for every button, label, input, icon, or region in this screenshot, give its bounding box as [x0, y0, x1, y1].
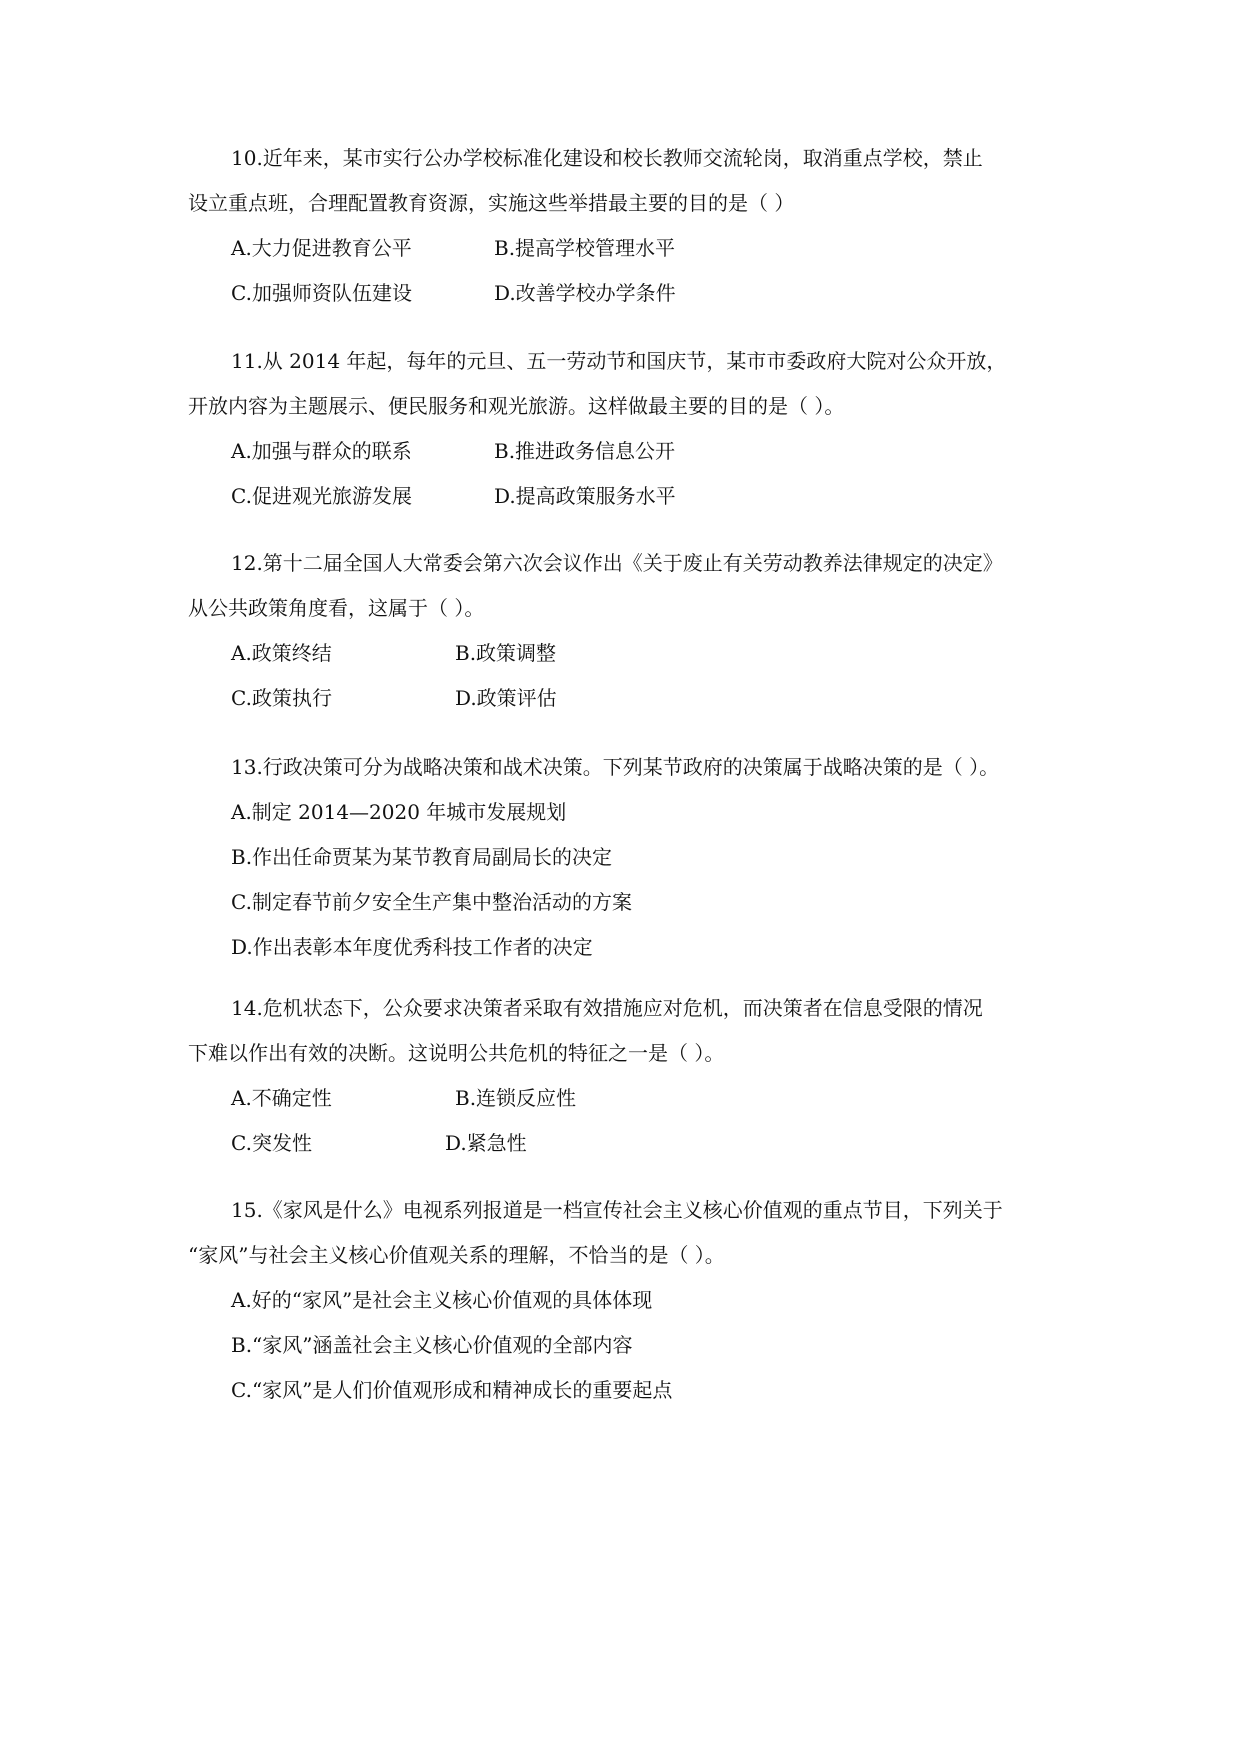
option-c: C.突发性 [231, 1131, 312, 1155]
option-a: A.大力促进教育公平 [231, 236, 412, 260]
option-c: C.“家风”是人们价值观形成和精神成长的重要起点 [231, 1378, 673, 1402]
option-d: D.改善学校办学条件 [494, 281, 676, 305]
option-a: A.好的“家风”是社会主义核心价值观的具体体现 [231, 1288, 653, 1312]
option-c: C.制定春节前夕安全生产集中整治活动的方案 [231, 890, 632, 914]
question-stem: 15.《家风是什么》电视系列报道是一档宣传社会主义核心价值观的重点节目，下列关于 [231, 1198, 1003, 1222]
option-row [188, 1121, 1058, 1166]
option-row [188, 429, 1058, 474]
option-row [188, 676, 1058, 721]
question-15 [188, 1188, 1058, 1413]
question-stem: 12.第十二届全国人大常委会第六次会议作出《关于废止有关劳动教养法律规定的决定》 [231, 551, 1003, 575]
question-13 [188, 745, 1058, 970]
option-a: A.不确定性 [231, 1086, 332, 1110]
option-d: D.政策评估 [455, 686, 557, 710]
question-stem: 10.近年来，某市实行公办学校标准化建设和校长教师交流轮岗，取消重点学校，禁止 [231, 146, 983, 170]
question-14 [188, 986, 1058, 1166]
option-b: B.提高学校管理水平 [494, 236, 676, 260]
option-d: D.作出表彰本年度优秀科技工作者的决定 [231, 935, 593, 959]
option-row [188, 271, 1058, 316]
question-11 [188, 339, 1058, 519]
question-stem: 11.从 2014 年起，每年的元旦、五一劳动节和国庆节，某市市委政府大院对公众开放， [231, 349, 1007, 373]
question-stem-cont: 下难以作出有效的决断。这说明公共危机的特征之一是（ ）。 [188, 1041, 725, 1065]
question-10 [188, 136, 1058, 316]
option-d: D.紧急性 [445, 1131, 527, 1155]
question-stem-cont: 开放内容为主题展示、便民服务和观光旅游。这样做最主要的目的是（ ）。 [188, 394, 845, 418]
question-stem: 13.行政决策可分为战略决策和战术决策。下列某节政府的决策属于战略决策的是（ ）。 [231, 755, 1000, 779]
option-d: D.提高政策服务水平 [494, 484, 676, 508]
option-a: A.制定 2014—2020 年城市发展规划 [231, 800, 567, 824]
option-row [188, 1076, 1058, 1121]
question-12 [188, 541, 1058, 721]
question-stem-cont: “家风”与社会主义核心价值观关系的理解，不恰当的是（ ）。 [188, 1243, 725, 1267]
question-stem-cont: 从公共政策角度看，这属于（ ）。 [188, 596, 485, 620]
option-c: C.促进观光旅游发展 [231, 484, 412, 508]
option-b: B.推进政务信息公开 [494, 439, 676, 463]
question-stem-cont: 设立重点班，合理配置教育资源，实施这些举措最主要的目的是（ ） [188, 191, 795, 215]
option-b: B.政策调整 [455, 641, 557, 665]
option-row [188, 474, 1058, 519]
option-c: C.加强师资队伍建设 [231, 281, 412, 305]
option-c: C.政策执行 [231, 686, 332, 710]
option-row [188, 631, 1058, 676]
option-a: A.政策终结 [231, 641, 332, 665]
question-stem: 14.危机状态下，公众要求决策者采取有效措施应对危机，而决策者在信息受限的情况 [231, 996, 983, 1020]
option-b: B.作出任命贾某为某节教育局副局长的决定 [231, 845, 613, 869]
option-b: B.连锁反应性 [455, 1086, 577, 1110]
option-a: A.加强与群众的联系 [231, 439, 412, 463]
option-b: B.“家风”涵盖社会主义核心价值观的全部内容 [231, 1333, 633, 1357]
option-row [188, 226, 1058, 271]
